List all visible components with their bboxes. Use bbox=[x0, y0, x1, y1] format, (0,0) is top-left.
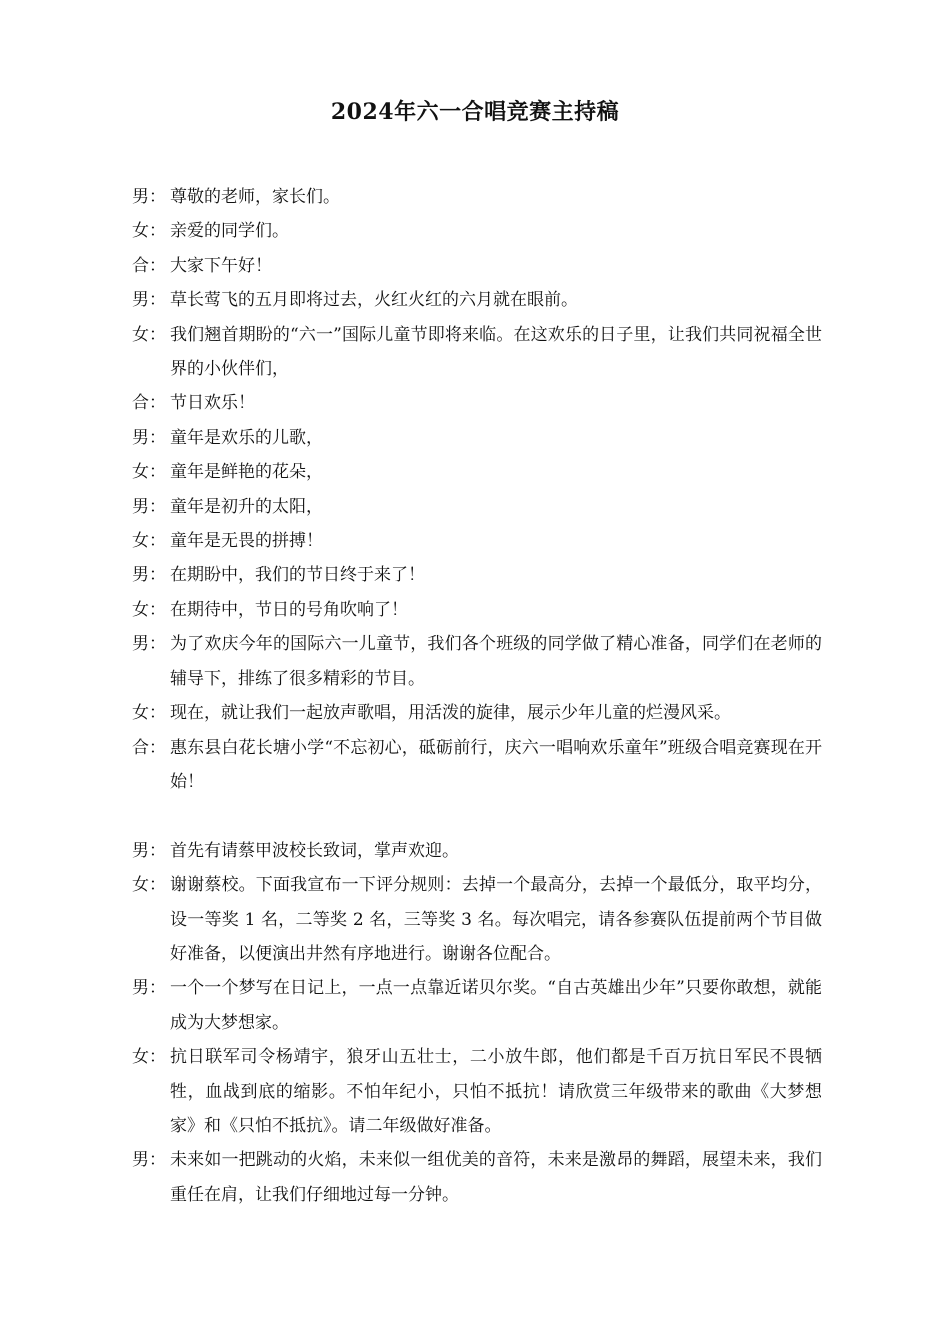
speaker-label: 男： bbox=[132, 496, 166, 517]
speaker-label: 女： bbox=[132, 703, 166, 724]
line-text: 未来如一把跳动的火焰，未来似一组优美的音符，未来是激昂的舞蹈，展望未来，我们重任在肩，让我们仔细地过每一分钟。 bbox=[170, 1150, 822, 1205]
script-line bbox=[132, 318, 822, 387]
script-line bbox=[132, 214, 822, 248]
line-text: 尊敬的老师，家长们。 bbox=[170, 187, 340, 207]
page-title: 2024年六一合唱竞赛主持稿 bbox=[330, 99, 620, 125]
line-text: 童年是初升的太阳， bbox=[170, 496, 323, 517]
script-line bbox=[132, 524, 822, 558]
line-text: 抗日联军司令杨靖宇，狼牙山五壮士，二小放牛郎，他们都是千百万抗日军民不畏牺牲，血战到底的缩影。不怕年纪小，只怕不抵抗！请欣赏三年级带来的歌曲《大梦想家》和《只怕不抵抗》。请二年级做好准备。 bbox=[170, 1047, 822, 1136]
speaker-label: 男： bbox=[132, 427, 166, 448]
script-line bbox=[132, 455, 822, 489]
line-text: 在期盼中，我们的节日终于来了！ bbox=[170, 565, 425, 586]
speaker-label: 合： bbox=[132, 393, 166, 414]
speaker-label: 合： bbox=[132, 737, 166, 758]
script-line bbox=[132, 1040, 822, 1143]
line-text: 我们翘首期盼的“六一”国际儿童节即将来临。在这欢乐的日子里，让我们共同祝福全世界的小伙伴们， bbox=[170, 324, 822, 380]
speaker-label: 女： bbox=[132, 221, 166, 242]
line-text: 谢谢蔡校。下面我宣布一下评分规则：去掉一个最高分，去掉一个最低分，取平均分，设一等奖 1 名，二等奖 2 名，三等奖 3 名。每次唱完，请各参赛队伍提前两个节目做好准备，以便演出井然有序地进行。谢谢各位配合。 bbox=[170, 875, 822, 964]
script-line bbox=[132, 868, 822, 971]
line-text: 惠东县白花长塘小学“不忘初心，砥砺前行，庆六一唱响欢乐童年”班级合唱竞赛现在开始！ bbox=[170, 737, 822, 792]
speaker-label: 男： bbox=[132, 187, 166, 207]
script-line bbox=[132, 971, 822, 1040]
speaker-label: 女： bbox=[132, 1047, 166, 1068]
speaker-label: 合： bbox=[132, 255, 166, 276]
line-text: 一个一个梦写在日记上，一点一点靠近诺贝尔奖。“自古英雄出少年”只要你敢想，就能成为大梦想家。 bbox=[170, 978, 822, 1033]
script-line bbox=[132, 180, 822, 214]
line-text: 首先有请蔡甲波校长致词，掌声欢迎。 bbox=[170, 840, 459, 861]
speaker-label: 男： bbox=[132, 634, 166, 655]
script-line bbox=[132, 386, 822, 420]
script-line bbox=[132, 558, 822, 592]
line-text: 大家下午好！ bbox=[170, 255, 272, 276]
line-text: 草长莺飞的五月即将过去，火红火红的六月就在眼前。 bbox=[170, 290, 578, 311]
blank-line bbox=[132, 799, 822, 833]
script-line bbox=[132, 834, 822, 868]
script-line bbox=[132, 283, 822, 317]
line-text: 亲爱的同学们。 bbox=[170, 221, 289, 242]
line-text: 童年是鲜艳的花朵， bbox=[170, 462, 323, 483]
speaker-label: 男： bbox=[132, 565, 166, 586]
script-line bbox=[132, 731, 822, 800]
script-line bbox=[132, 696, 822, 730]
script-line bbox=[132, 421, 822, 455]
script-line bbox=[132, 1143, 822, 1212]
line-text: 童年是欢乐的儿歌， bbox=[170, 427, 323, 448]
speaker-label: 女： bbox=[132, 324, 166, 345]
speaker-label: 男： bbox=[132, 978, 166, 999]
line-text: 现在，就让我们一起放声歌唱，用活泼的旋律，展示少年儿童的烂漫风采。 bbox=[170, 703, 731, 724]
line-text: 在期待中，节日的号角吹响了！ bbox=[170, 599, 408, 620]
line-text: 为了欢庆今年的国际六一儿童节，我们各个班级的同学做了精心准备，同学们在老师的辅导下，排练了很多精彩的节目。 bbox=[170, 634, 822, 689]
script-body bbox=[132, 180, 822, 1212]
speaker-label: 男： bbox=[132, 290, 166, 311]
speaker-label: 男： bbox=[132, 1150, 166, 1171]
speaker-label: 女： bbox=[132, 599, 166, 620]
script-line bbox=[132, 249, 822, 283]
line-text: 童年是无畏的拼搏！ bbox=[170, 531, 323, 552]
script-line bbox=[132, 490, 822, 524]
script-line bbox=[132, 593, 822, 627]
line-text: 节日欢乐！ bbox=[170, 393, 255, 414]
speaker-label: 男： bbox=[132, 840, 166, 861]
speaker-label: 女： bbox=[132, 875, 166, 896]
speaker-label: 女： bbox=[132, 462, 166, 483]
speaker-label: 女： bbox=[132, 531, 166, 552]
script-line bbox=[132, 627, 822, 696]
